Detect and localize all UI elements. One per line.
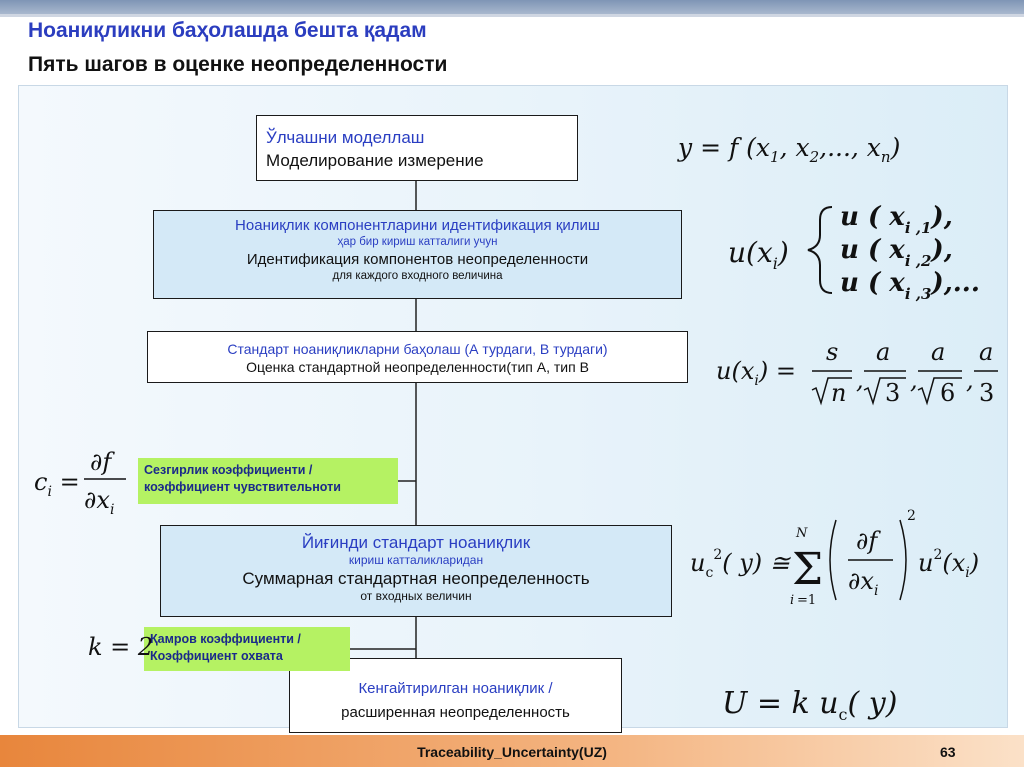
svg-text:6: 6 <box>940 379 956 407</box>
formula-coverage-factor <box>88 633 153 661</box>
formula-standard-uncertainty <box>716 338 998 407</box>
svg-text:y = f (x1, x2,..., xn): y = f ($x_1$, $x_2$,..., $x_n$) <box>678 133 901 166</box>
page-number: 63 <box>940 744 956 760</box>
svg-text:a: a <box>979 338 994 366</box>
svg-text:u ( xi ,2),: u ( $x_{i ,2}$), <box>840 235 953 270</box>
svg-text:n: n <box>831 379 847 407</box>
step-4-uz: Йиғинди стандарт ноаниқлик <box>301 533 531 552</box>
formula-model <box>677 133 900 166</box>
slide-title-ru: Пять шагов в оценке неопределенности <box>28 53 448 76</box>
svg-text:3: 3 <box>979 379 995 407</box>
svg-text:,: , <box>966 366 974 394</box>
svg-text:i: i <box>790 593 795 608</box>
sensitivity-uz: Сезгирлик коэффициенти / <box>144 463 313 477</box>
svg-text:a: a <box>876 338 891 366</box>
svg-text:N: N <box>796 526 808 541</box>
svg-text:,: , <box>856 366 864 394</box>
svg-text:,: , <box>910 366 918 394</box>
svg-text:ci =: $c_i$ = <box>34 468 80 500</box>
formula-combined-uncertainty <box>690 508 979 608</box>
formula-sensitivity <box>34 448 126 518</box>
step-4-ru: Суммарная стандартная неопределенность <box>242 569 590 588</box>
step-1-uz: Ўлчашни моделлаш <box>266 128 425 147</box>
step-5-ru: расширенная неопределенность <box>341 704 570 721</box>
svg-text:uc2( y) ≅: $u_c^2$( y) ≅ <box>690 547 790 581</box>
svg-text:3: 3 <box>885 379 901 407</box>
svg-text:a: a <box>931 338 946 366</box>
step-2-uz: Ноаниқлик компонентларини идентификация қилиш <box>235 217 600 234</box>
brace <box>808 207 832 293</box>
svg-text:u(xi) =: $u(x_i)$ = <box>716 357 796 389</box>
svg-text:∂f: ∂f <box>856 527 878 555</box>
svg-text:=1: =1 <box>797 593 817 608</box>
step-4-uz-sub: кириш катталикларидан <box>348 553 484 567</box>
step-2-ru: Идентификация компонентов неопределенности <box>246 251 589 268</box>
svg-text:Σ: Σ <box>792 544 824 595</box>
step-1-ru: Моделирование измерение <box>266 151 484 170</box>
svg-text:k = 2: k = 2 <box>88 633 154 661</box>
svg-text:∂f: ∂f <box>90 448 112 476</box>
svg-text:u ( xi ,3),...: u ( $x_{i ,3}$),... <box>840 268 980 303</box>
step-5-uz: Кенгайтирилган ноаниқлик / <box>358 680 553 697</box>
sensitivity-ru: коэффициент чувствительноти <box>144 480 341 494</box>
coverage-uz: Қамров коэффициенти / <box>150 632 301 646</box>
step-3-uz: Стандарт ноаниқликларни баҳолаш (А турдаги, В турдаги) <box>227 341 608 357</box>
svg-text:2: 2 <box>907 508 916 524</box>
svg-text:u ( xi ,1),: u ( $x_{i ,1}$), <box>840 202 953 237</box>
svg-text:∂xi: $\partial x_i$ <box>848 567 879 599</box>
footer-label: Traceability_Uncertainty(UZ) <box>417 744 607 760</box>
step-4-ru-sub: от входных величин <box>360 589 472 603</box>
slide-title-uz: Ноаниқликни баҳолашда бешта қадам <box>28 19 427 42</box>
svg-text:u(xi): $u(x_i)$ <box>728 236 789 273</box>
step-2-uz-sub: ҳар бир кириш катталиги учун <box>337 236 498 248</box>
formula-expanded-uncertainty <box>722 686 897 724</box>
svg-text:u2(xi): $u^2(x_i)$ <box>918 547 980 581</box>
step-2-ru-sub: для каждого входного величина <box>332 270 503 282</box>
step-3-ru: Оценка стандартной неопределенности(тип А, тип В <box>246 359 589 375</box>
coverage-ru: Коэффициент охвата <box>150 649 283 663</box>
svg-text:s: s <box>826 338 839 366</box>
svg-text:∂xi: $\partial x_i$ <box>84 486 115 518</box>
svg-text:U = k uc( y): U = k $u_c$( y) <box>722 686 898 724</box>
formula-components <box>728 202 980 303</box>
